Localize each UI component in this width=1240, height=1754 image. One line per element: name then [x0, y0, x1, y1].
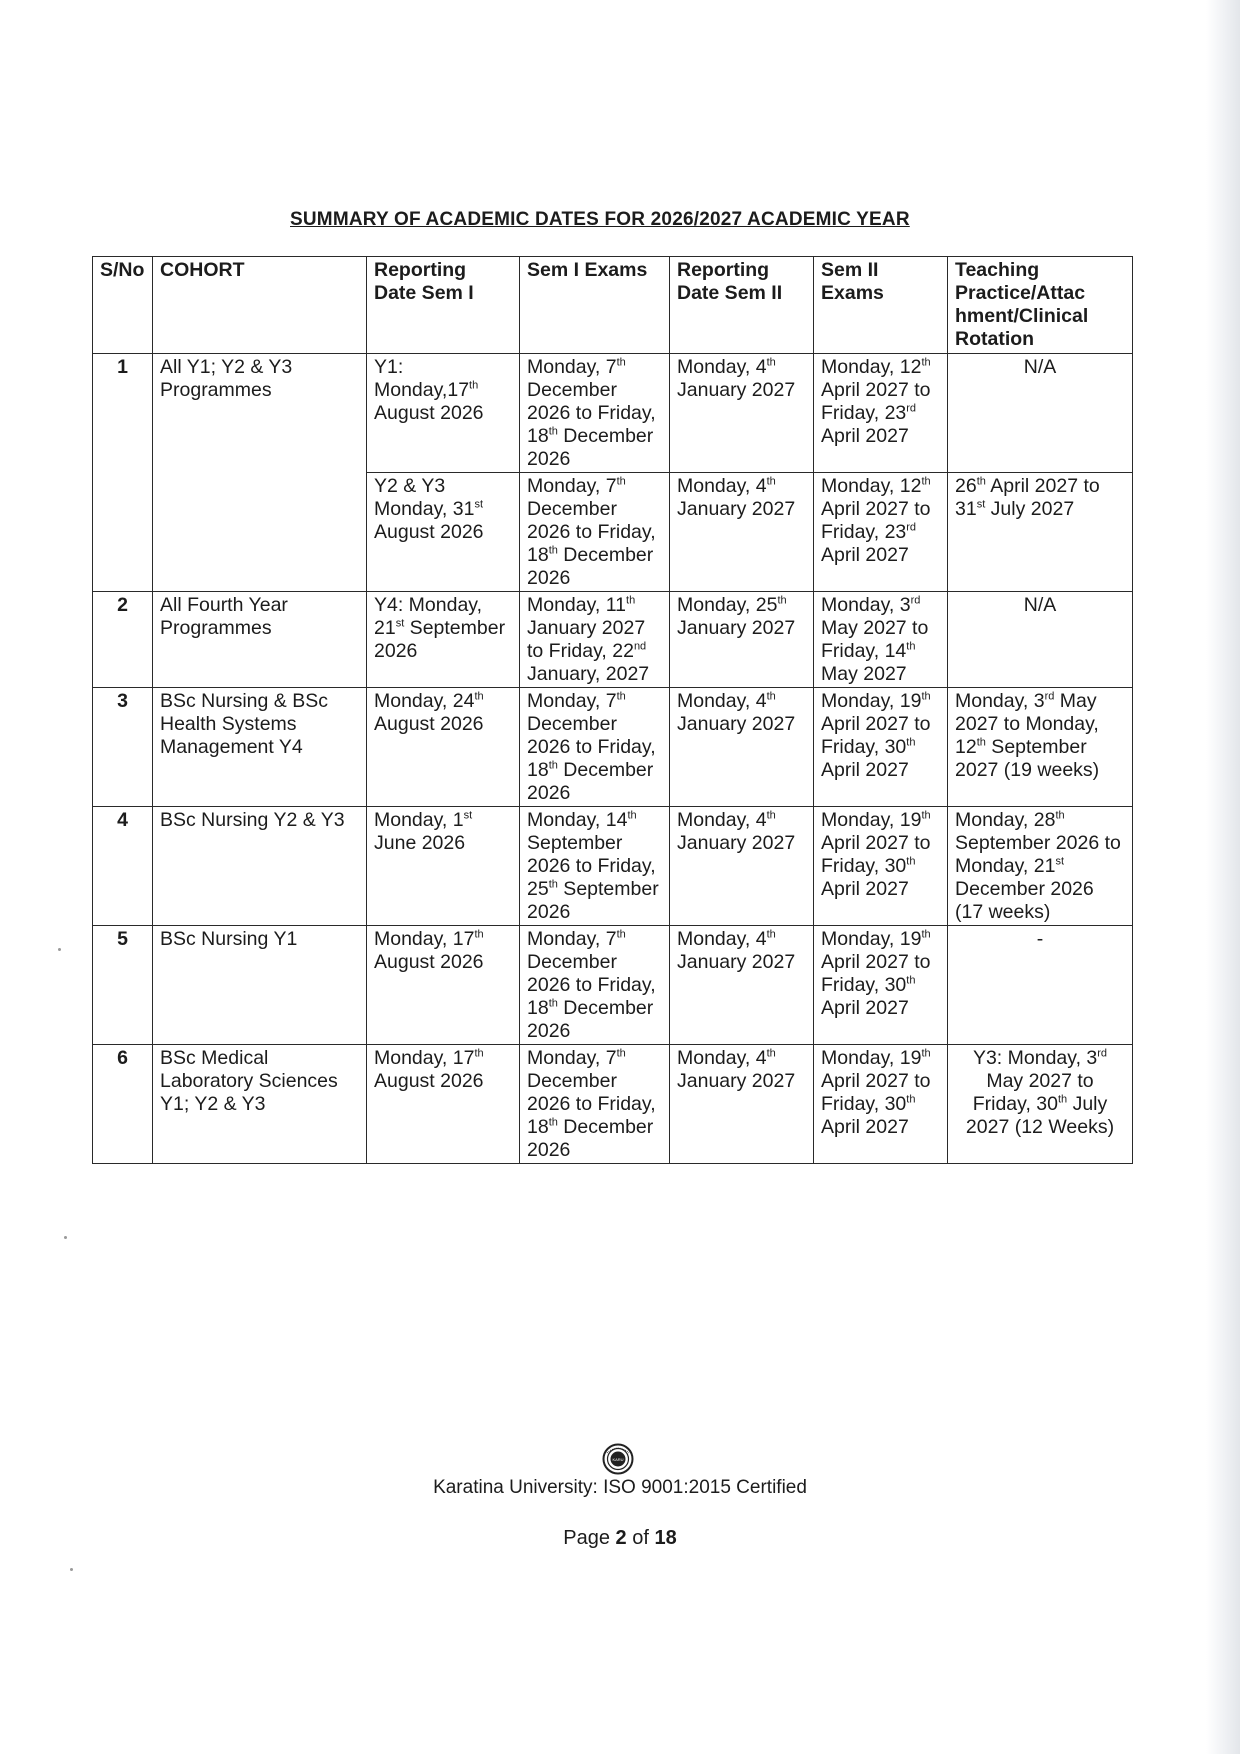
document-title: SUMMARY OF ACADEMIC DATES FOR 2026/2027 ACADEMIC YEAR	[290, 209, 910, 230]
certification-text: Karatina University: ISO 9001:2015 Certified	[433, 1477, 807, 1498]
scan-speck	[64, 1236, 67, 1239]
table-header-row	[93, 257, 1133, 354]
cell-reporting-sem1: Monday, 24th August 2026	[367, 688, 520, 807]
header-cohort: COHORT	[153, 257, 367, 354]
cell-reporting-sem1: Monday, 17th August 2026	[367, 926, 520, 1045]
cell-teaching-practice: -	[948, 926, 1133, 1045]
header-sem1-exams: Sem I Exams	[520, 257, 670, 354]
scan-speck	[70, 1568, 73, 1571]
page-total: 18	[654, 1527, 677, 1549]
cell-sem1-exams: Monday, 7th December 2026 to Friday, 18th December 2026	[520, 1045, 670, 1164]
header-reporting-sem1: Reporting Date Sem I	[367, 257, 520, 354]
university-seal-logo	[602, 1443, 634, 1475]
page-number	[0, 1527, 1240, 1550]
cell-sem2-exams: Monday, 19th April 2027 to Friday, 30th April 2027	[814, 807, 948, 926]
cell-reporting-sem2: Monday, 4th January 2027	[670, 926, 814, 1045]
header-reporting-sem2: Reporting Date Sem II	[670, 257, 814, 354]
cell-teaching-practice: Monday, 28th September 2026 to Monday, 21st December 2026 (17 weeks)	[948, 807, 1133, 926]
page-current: 2	[615, 1527, 627, 1549]
table-row	[93, 688, 1133, 807]
cell-cohort: All Y1; Y2 & Y3 Programmes	[153, 354, 367, 592]
cell-cohort: BSc Nursing Y2 & Y3	[153, 807, 367, 926]
header-sno: S/No	[93, 257, 153, 354]
table-row	[93, 592, 1133, 688]
table-row	[93, 807, 1133, 926]
table-row	[93, 1045, 1133, 1164]
cell-reporting-sem1: Y4: Monday, 21st September 2026	[367, 592, 520, 688]
cell-reporting-sem2: Monday, 25th January 2027	[670, 592, 814, 688]
cell-sem2-exams: Monday, 19th April 2027 to Friday, 30th April 2027	[814, 688, 948, 807]
cell-reporting-sem1: Monday, 17th August 2026	[367, 1045, 520, 1164]
cell-sem1-exams: Monday, 7th December 2026 to Friday, 18th December 2026	[520, 688, 670, 807]
page-label: Page	[563, 1527, 610, 1549]
cell-cohort: BSc Nursing & BSc Health Systems Management Y4	[153, 688, 367, 807]
cell-sem1-exams: Monday, 14th September 2026 to Friday, 25th September 2026	[520, 807, 670, 926]
cell-cohort: BSc Nursing Y1	[153, 926, 367, 1045]
header-teaching-practice: Teaching Practice/Attac hment/Clinical Rotation	[948, 257, 1133, 354]
svg-text:KARU: KARU	[612, 1457, 624, 1462]
cell-reporting-sem2: Monday, 4th January 2027	[670, 354, 814, 473]
cell-sno: 1	[93, 354, 153, 592]
academic-dates-table	[92, 256, 1133, 1164]
cell-sem2-exams: Monday, 19th April 2027 to Friday, 30th April 2027	[814, 1045, 948, 1164]
cell-teaching-practice: N/A	[948, 354, 1133, 473]
cell-reporting-sem1: Y1: Monday,17th August 2026	[367, 354, 520, 473]
cell-teaching-practice: N/A	[948, 592, 1133, 688]
cell-reporting-sem2: Monday, 4th January 2027	[670, 1045, 814, 1164]
cell-teaching-practice: Y3: Monday, 3rd May 2027 to Friday, 30th July 2027 (12 Weeks)	[948, 1045, 1133, 1164]
cell-sno: 6	[93, 1045, 153, 1164]
cell-teaching-practice: 26th April 2027 to 31st July 2027	[948, 473, 1133, 592]
cell-sno: 5	[93, 926, 153, 1045]
cell-sno: 4	[93, 807, 153, 926]
cell-sem2-exams: Monday, 12th April 2027 to Friday, 23rd April 2027	[814, 354, 948, 473]
table-row	[93, 354, 1133, 473]
cell-reporting-sem2: Monday, 4th January 2027	[670, 688, 814, 807]
header-sem2-exams: Sem II Exams	[814, 257, 948, 354]
cell-sem1-exams: Monday, 7th December 2026 to Friday, 18th December 2026	[520, 926, 670, 1045]
cell-sem1-exams: Monday, 11th January 2027 to Friday, 22nd January, 2027	[520, 592, 670, 688]
cell-sem2-exams: Monday, 12th April 2027 to Friday, 23rd April 2027	[814, 473, 948, 592]
cell-sem1-exams: Monday, 7th December 2026 to Friday, 18th December 2026	[520, 473, 670, 592]
cell-cohort: All Fourth Year Programmes	[153, 592, 367, 688]
cell-sem2-exams: Monday, 3rd May 2027 to Friday, 14th May 2027	[814, 592, 948, 688]
cell-reporting-sem2: Monday, 4th January 2027	[670, 473, 814, 592]
cell-teaching-practice: Monday, 3rd May 2027 to Monday, 12th September 2027 (19 weeks)	[948, 688, 1133, 807]
cell-reporting-sem1: Y2 & Y3 Monday, 31st August 2026	[367, 473, 520, 592]
cell-sem2-exams: Monday, 19th April 2027 to Friday, 30th April 2027	[814, 926, 948, 1045]
cell-cohort: BSc Medical Laboratory Sciences Y1; Y2 & Y3	[153, 1045, 367, 1164]
cell-sno: 2	[93, 592, 153, 688]
page-of: of	[632, 1527, 649, 1549]
cell-reporting-sem1: Monday, 1st June 2026	[367, 807, 520, 926]
table-row	[93, 926, 1133, 1045]
cell-sno: 3	[93, 688, 153, 807]
cell-sem1-exams: Monday, 7th December 2026 to Friday, 18th December 2026	[520, 354, 670, 473]
scan-speck	[58, 948, 61, 951]
cell-reporting-sem2: Monday, 4th January 2027	[670, 807, 814, 926]
